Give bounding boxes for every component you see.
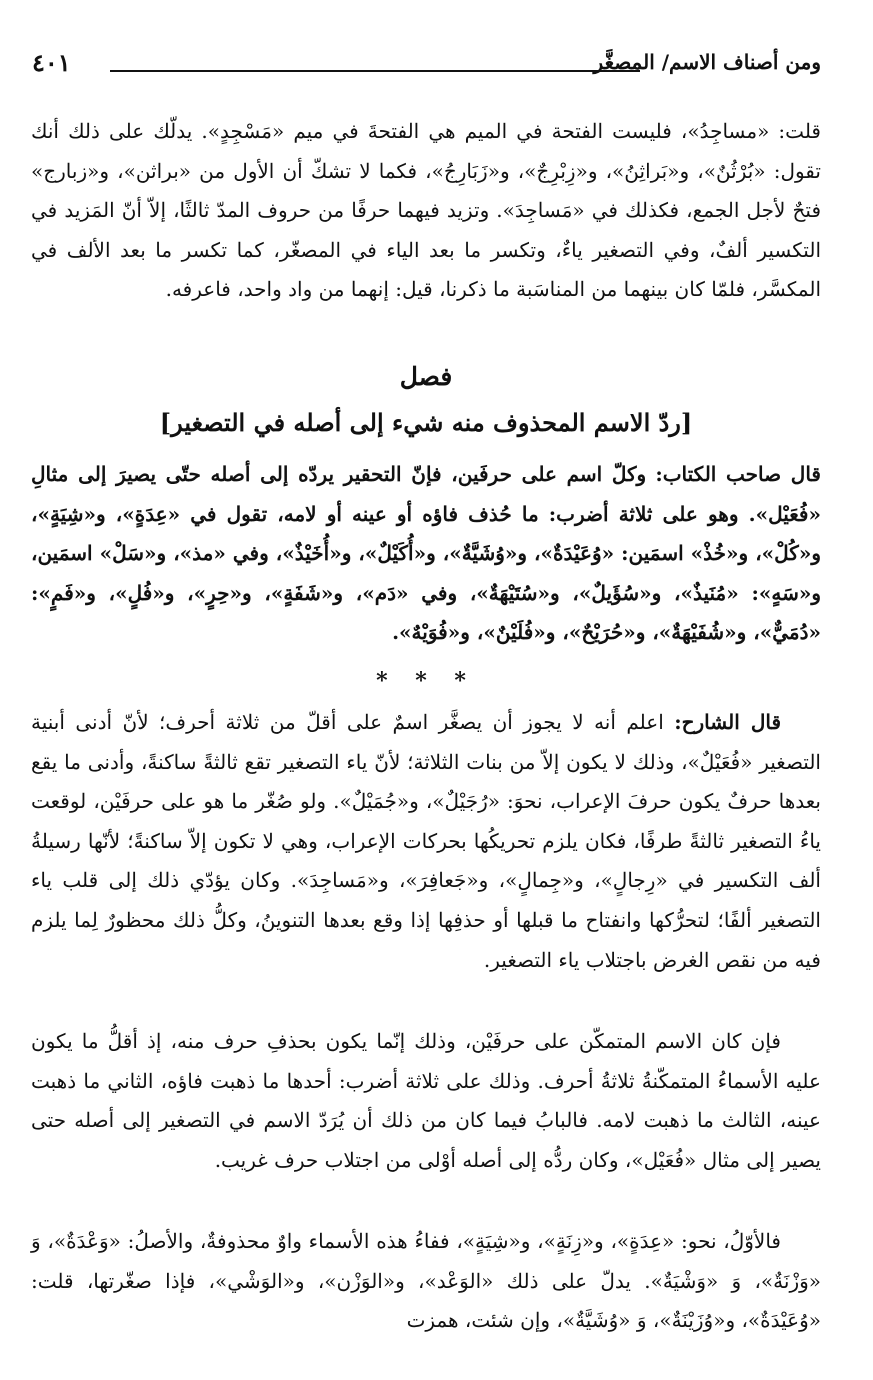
header-rule [110, 70, 640, 72]
commentary-speaker: قال الشارح: [674, 710, 782, 734]
running-title: ومن أصناف الاسم/ المصغَّر [593, 50, 821, 74]
opening-paragraph-block [31, 112, 821, 310]
commentary-block [31, 703, 821, 980]
commentary-text-1: اعلم أنه لا يجوز أن يصغَّر اسمٌ على أقلّ من ثلاثة أحرف؛ لأنّ أدنى أبنية التصغير «فُعَيْلٌ»، وذلك لا يكون إلاّ من بنات الثلاثة؛ لأنّ ياء التصغير تقع ثالثةً ساكنةً، وأدنى ما يقع بعدها حرفٌ يكون حرفَ الإعراب، نحوَ: «رُجَيْلٌ»، و«جُمَيْلٌ». ولو صُغّر ما هو على حرفَيْن، لوقعت ياءُ التصغير ثالثةً طرفًا، فكان يلزم تحريكُها بحركات الإعراب، وهي لا تكون إلاّ ساكنةً؛ لأنّها رسيلةُ ألف التكسير في «رِجالٍ»، و«جِمالٍ»، و«جَعافِرَ»، و«مَساجِدَ». وكان يؤدّي ذلك إلى قلب ياء التصغير ألفًا؛ لتحرُّكها وانفتاح ما قبلها أو حذفِها إذا وقع بعدها التنوينُ، وكلُّ ذلك محظورٌ لِما يلزم فيه من نقص الغرض باجتلاب ياء التصغير. [31, 710, 821, 972]
section-subtitle: [ردّ الاسم المحذوف منه شيء إلى أصله في التصغير] [159, 408, 693, 437]
quote-paragraph [31, 455, 821, 653]
commentary-paragraph-2: فإن كان الاسم المتمكّن على حرفَيْن، وذلك إنّما يكون بحذفِ حرف منه، إذ أقلُّ ما يكون عليه الأسماءُ المتمكّنةُ ثلاثةُ أحرف. وذلك على ثلاثة أضرب: أحدها ما ذهبت فاؤه، الثاني ما ذهبت عينه، الثالث ما ذهبت لامه. فالبابُ فيما كان من ذلك أن يُرَدّ الاسم في التصغير إلى أصله حتى يصير إلى مثال «فُعَيْل»، وكان ردُّه إلى أصله أوْلى من اجتلاب حرف غريب. [31, 1029, 821, 1172]
section-title: فصل [399, 362, 453, 391]
page-number: ٤٠١ [32, 48, 71, 77]
separator-stars: * * * [376, 668, 476, 694]
commentary-paragraph-1 [31, 703, 821, 980]
quote-speaker: قال صاحب الكتاب: [655, 462, 821, 486]
quote-text: وكلّ اسم على حرفَين، فإنّ التحقير يردّه إلى أصله حتّى يصيرَ إلى مثالِ «فُعَيْل». وهو على ثلاثة أضرب: ما حُذف فاؤه أو عينه أو لامه، تقول في «عِدَةٍ»، و«شِيَةٍ»، و«كُلْ»، و«خُذْ» اسمَين: «وُعَيْدَةٌ»، و«وُشَيَّةٌ»، و«أُكَيْلٌ»، و«أُخَيْذٌ»، وفي «مذ»، و«سَلْ» اسمَين، و«سَهٍ»: «مُنَيذٌ»، و«سُؤَيلٌ»، و«سُتَيْهَةٌ»، وفي «دَم»، و«شَفَةٍ»، و«حِرٍ»، و«فُلٍ»، و«فَمٍ»: «دُمَيٌّ»، و«شُفَيْهَةٌ»، و«حُرَيْحٌ»، و«فُلَيْنٌ»، و«فُوَيْهٌ». [31, 462, 821, 645]
quote-block [31, 455, 821, 653]
opening-paragraph: قلت: «مساجِدُ»، فليست الفتحة في الميم هي الفتحةَ في ميم «مَسْجِدٍ». يدلّك على ذلك أنك تقول: «بُرْثُنٌ»، و«بَراثِنُ»، و«زِبْرِجٌ»، و«زَبَارِجُ»، فكما لا تشكّ أن الأول من «براثن»، و«زبارج» فتحٌ لأجل الجمع، فكذلك في «مَساجِدَ». وتزيد فيهما حرفًا من حروف المدّ ثالثًا، إلاّ أنّ المَزيد في التكسير ألفٌ، وفي التصغير ياءٌ، وتكسر ما بعد الياء في المصغّر، كما تكسر ما بعد الألف في المكسَّر، فلمّا كان بينهما من المناسَبة ما ذكرنا، قيل: إنهما من واد واحد، فاعرفه. [31, 119, 821, 302]
commentary-block-2 [31, 1022, 821, 1180]
commentary-block-3 [31, 1222, 821, 1341]
commentary-paragraph-3: فالأوّلُ، نحو: «عِدَةٍ»، و«زِنَةٍ»، و«شِيَةٍ»، ففاءُ هذه الأسماء واوٌ محذوفةٌ، والأصلُ: «وَعْدَةٌ»، وَ «وَزْنَةٌ»، وَ «وَشْيَةٌ». يدلّ على ذلك «الوَعْد»، و«الوَزْن»، و«الوَشْي»، فإذا صغّرتها، قلت: «وُعَيْدَةٌ»، و«وُزَيْنَةٌ»، وَ «وُشَيَّةٌ»، وإن شئت، همزت [31, 1229, 821, 1333]
